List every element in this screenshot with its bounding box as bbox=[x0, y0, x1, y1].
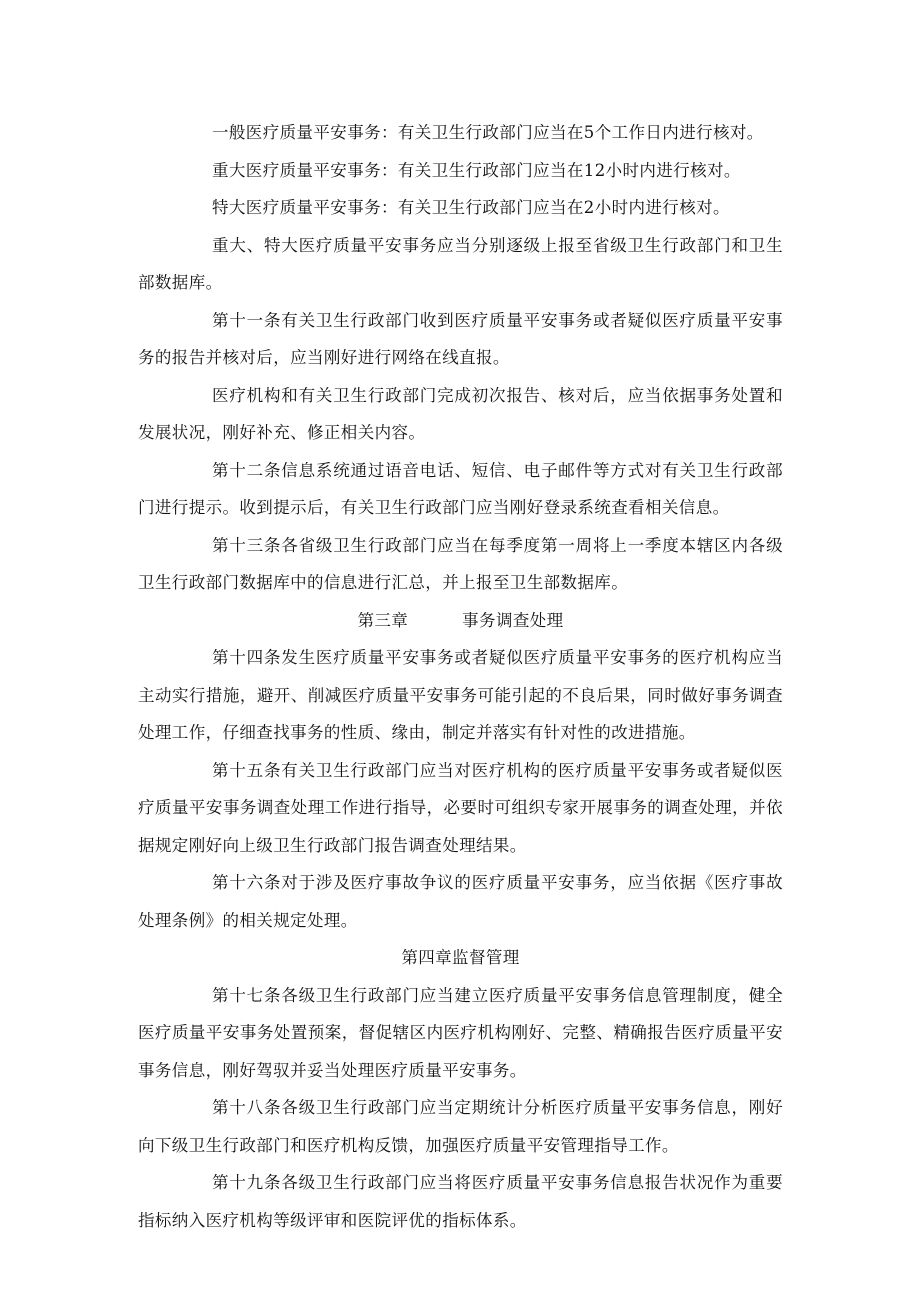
paragraph-article-17: 第十七条各级卫生行政部门应当建立医疗质量平安事务信息管理制度，健全医疗质量平安事务处置预案，督促辖区内医疗机构刚好、完整、精确报告医疗质量平安事务信息，刚好驾驭并妥当处理医疗质量平安事务。 bbox=[138, 985, 783, 1080]
paragraph-article-12: 第十二条信息系统通过语音电话、短信、电子邮件等方式对有关卫生行政部门进行提示。收到提示后，有关卫生行政部门应当刚好登录系统查看相关信息。 bbox=[138, 460, 783, 517]
chapter-3-title: 事务调查处理 bbox=[462, 610, 564, 630]
paragraph-article-11: 第十一条有关卫生行政部门收到医疗质量平安事务或者疑似医疗质量平安事务的报告并核对后，应当刚好进行网络在线直报。 bbox=[138, 310, 783, 367]
paragraph-article-19: 第十九条各级卫生行政部门应当将医疗质量平安事务信息报告状况作为重要指标纳入医疗机构等级评审和医院评优的指标体系。 bbox=[138, 1173, 783, 1230]
paragraph-initial-report: 医疗机构和有关卫生行政部门完成初次报告、核对后，应当依据事务处置和发展状况，刚好补充、修正相关内容。 bbox=[138, 385, 783, 442]
chapter-3-heading bbox=[138, 602, 783, 640]
chapter-4-heading: 第四章监督管理 bbox=[401, 948, 520, 967]
paragraph-article-15: 第十五条有关卫生行政部门应当对医疗机构的医疗质量平安事务或者疑似医疗质量平安事务调查处理工作进行指导，必要时可组织专家开展事务的调查处理，并依据规定刚好向上级卫生行政部门报告调查处理结果。 bbox=[138, 760, 783, 855]
paragraph-extraordinary-event: 特大医疗质量平安事务：有关卫生行政部门应当在2小时内进行核对。 bbox=[212, 198, 730, 217]
document-body bbox=[138, 114, 783, 1239]
paragraph-article-16: 第十六条对于涉及医疗事故争议的医疗质量平安事务，应当依据《医疗事故处理条例》的相关规定处理。 bbox=[138, 873, 783, 930]
paragraph-article-18: 第十八条各级卫生行政部门应当定期统计分析医疗质量平安事务信息，刚好向下级卫生行政部门和医疗机构反馈，加强医疗质量平安管理指导工作。 bbox=[138, 1098, 783, 1155]
paragraph-article-14: 第十四条发生医疗质量平安事务或者疑似医疗质量平安事务的医疗机构应当主动实行措施，避开、削减医疗质量平安事务可能引起的不良后果，同时做好事务调查处理工作，仔细查找事务的性质、缘由，制定并落实有针对性的改进措施。 bbox=[138, 648, 783, 742]
paragraph-escalation: 重大、特大医疗质量平安事务应当分别逐级上报至省级卫生行政部门和卫生部数据库。 bbox=[138, 235, 783, 292]
paragraph-article-13: 第十三条各省级卫生行政部门应当在每季度第一周将上一季度本辖区内各级卫生行政部门数据库中的信息进行汇总，并上报至卫生部数据库。 bbox=[138, 535, 783, 592]
paragraph-general-event: 一般医疗质量平安事务：有关卫生行政部门应当在5个工作日内进行核对。 bbox=[212, 123, 764, 142]
chapter-3-number: 第三章 bbox=[357, 610, 409, 630]
paragraph-major-event: 重大医疗质量平安事务：有关卫生行政部门应当在12小时内进行核对。 bbox=[212, 160, 741, 180]
